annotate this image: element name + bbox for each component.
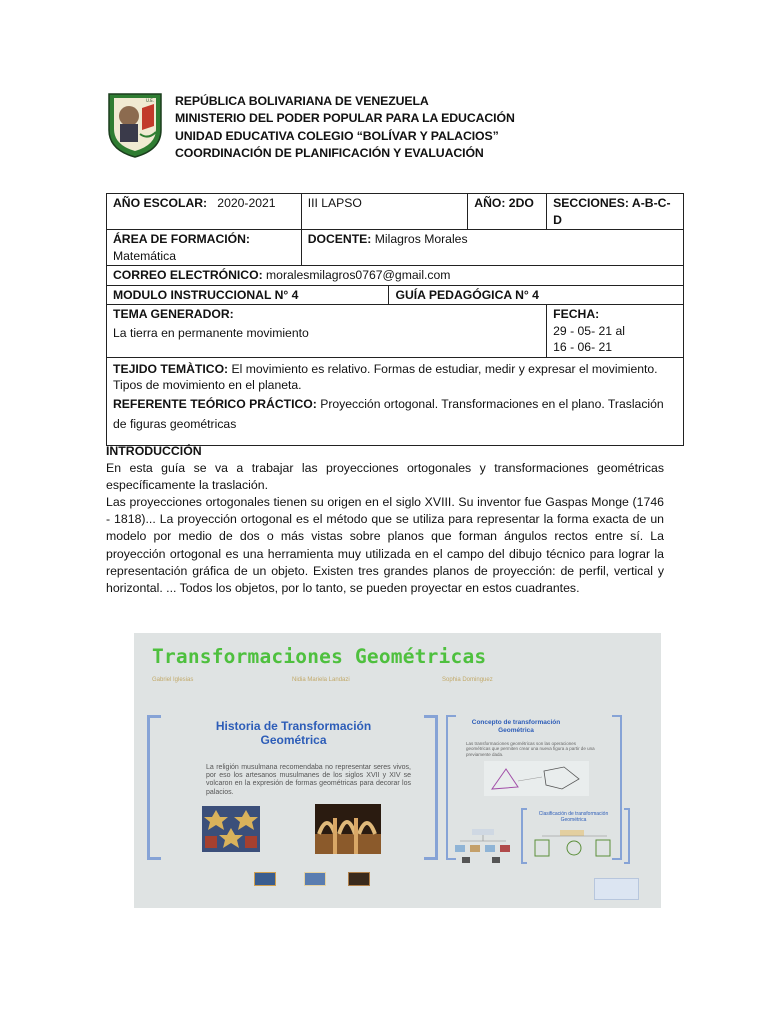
svg-text:U.E.: U.E. bbox=[146, 98, 154, 103]
header-line-coordinacion: COORDINACIÓN DE PLANIFICACIÓN Y EVALUACIÓN bbox=[175, 146, 484, 161]
tejido-value: El movimiento es relativo. Formas de estudiar, medir y expresar el movimiento. Tipos de movimiento en el planeta. bbox=[113, 361, 658, 392]
tejido-block bbox=[113, 361, 677, 394]
header-line-republica: REPÚBLICA BOLIVARIANA DE VENEZUELA bbox=[175, 94, 429, 108]
thumbnail-image-1 bbox=[254, 872, 276, 886]
table-row bbox=[107, 357, 684, 445]
table-row bbox=[107, 285, 684, 305]
palace-arches-image bbox=[315, 804, 381, 854]
docente-cell bbox=[301, 230, 683, 266]
correo-label: CORREO ELECTRÓNICO: bbox=[113, 268, 263, 282]
area-cell bbox=[107, 230, 302, 266]
tema-cell bbox=[107, 305, 547, 358]
fecha-line1: 29 - 05- 21 al bbox=[553, 323, 625, 338]
header-lines bbox=[175, 93, 515, 163]
slide-author-3: Sophia Dominguez bbox=[442, 677, 493, 683]
introduction-section bbox=[106, 443, 664, 597]
intro-paragraph-2: Las proyecciones ortogonales tienen su origen en el siglo XVIII. Su inventor fue Gaspas Monge (1746 - 1818)... La proyección ortogonal es el método que se utiliza para representar la forma exacta de un modelo por medio de dos o más vistas sobre planos que forman ángulos rectos entre sí. La proyección ortogonal es una herramienta muy utilizada en el campo del dibujo técnico para lograr la representación gráfica de un objeto. Existen tres grandes planos de proyección: de perfil, vertical y horizontal. ... Todos los objetos, por lo tanto, se pueden proyectar en estos cuadrantes. bbox=[106, 495, 664, 595]
fecha-line2: 16 - 06- 21 bbox=[553, 340, 613, 354]
lapso-cell: III LAPSO bbox=[301, 194, 468, 230]
school-crest-logo bbox=[106, 90, 164, 158]
course-info-table bbox=[106, 193, 684, 446]
tejido-label: TEJIDO TEMÀTICO: bbox=[113, 361, 229, 376]
thumbnail-image-3 bbox=[348, 872, 370, 886]
area-label: ÁREA DE FORMACIÓN: bbox=[113, 232, 250, 246]
modulo-cell: MODULO INSTRUCCIONAL N° 4 bbox=[107, 285, 389, 305]
tejido-cell bbox=[107, 357, 684, 445]
classification-diagram-left-icon bbox=[452, 829, 512, 867]
classification-title: Clasificación de transformación Geométrica bbox=[538, 811, 609, 823]
guia-cell: GUÍA PEDAGÓGICA N° 4 bbox=[389, 285, 684, 305]
islamic-tile-image bbox=[202, 806, 260, 852]
docente-label: DOCENTE: bbox=[307, 232, 372, 246]
fecha-label: FECHA: bbox=[553, 307, 600, 321]
slide-author-1: Gabriel Iglesias bbox=[152, 677, 194, 683]
history-title: Historia de Transformación Geométrica bbox=[215, 719, 372, 747]
slide-author-2: Nidia Mariela Landazi bbox=[292, 677, 350, 683]
table-row bbox=[107, 305, 684, 358]
intro-paragraph-1: En esta guía se va a trabajar las proyecciones ortogonales y transformaciones geométricas específicamente la traslación. bbox=[106, 461, 664, 493]
anio-escolar-cell bbox=[107, 194, 302, 230]
document-header bbox=[106, 90, 706, 162]
table-row bbox=[107, 266, 684, 286]
area-value: Matemática bbox=[113, 248, 176, 263]
referente-value: Proyección ortogonal. Transformaciones en el plano. Traslación de figuras geométricas bbox=[113, 396, 664, 431]
transformation-diagram-icon bbox=[484, 761, 589, 796]
correo-cell bbox=[107, 266, 684, 286]
thumbnail-image-2 bbox=[304, 872, 326, 886]
tema-label: TEMA GENERADOR: bbox=[113, 307, 234, 321]
classification-left-bracket bbox=[521, 808, 527, 864]
concept-title: Concepto de transformación Geométrica bbox=[471, 719, 561, 734]
slide-title: Transformaciones Geométricas bbox=[152, 645, 487, 668]
anio-escolar-value: 2020-2021 bbox=[217, 196, 276, 210]
fecha-cell bbox=[547, 305, 684, 358]
classification-right-bracket bbox=[624, 808, 630, 864]
correo-value: moralesmilagros0767@gmail.com bbox=[266, 268, 451, 282]
docente-value: Milagros Morales bbox=[374, 232, 468, 246]
classification-diagram-right-icon bbox=[532, 828, 617, 862]
slide-extra-panel bbox=[594, 878, 639, 900]
right-bracket bbox=[424, 715, 438, 860]
table-row bbox=[107, 230, 684, 266]
intro-title: INTRODUCCIÓN bbox=[106, 444, 202, 458]
referente-label: REFERENTE TEÓRICO PRÁCTICO: bbox=[113, 396, 317, 411]
header-line-ministerio: MINISTERIO DEL PODER POPULAR PARA LA EDUCACIÓN bbox=[175, 111, 515, 126]
concept-text: Las transformaciones geométricas son las operaciones geométricas que permiten crear una nueva figura a partir de una previamente dada. bbox=[466, 741, 595, 757]
left-bracket bbox=[147, 715, 161, 860]
referente-block bbox=[113, 394, 677, 434]
table-row bbox=[107, 194, 684, 230]
tema-value: La tierra en permanente movimiento bbox=[113, 325, 309, 340]
transformaciones-slide-image bbox=[134, 633, 661, 908]
header-line-unidad: UNIDAD EDUCATIVA COLEGIO “BOLÍVAR Y PALACIOS” bbox=[175, 128, 499, 143]
anio-cell: AÑO: 2DO bbox=[468, 194, 547, 230]
history-text: La religión musulmana recomendaba no representar seres vivos, por eso los artesanos musulmanes de los siglos XVII y XIV se volcaron en la expresión de formas geométricas para decorar los palacios. bbox=[206, 764, 411, 796]
anio-escolar-label: AÑO ESCOLAR: bbox=[113, 196, 208, 210]
secciones-cell: SECCIONES: A-B-C-D bbox=[547, 194, 684, 230]
